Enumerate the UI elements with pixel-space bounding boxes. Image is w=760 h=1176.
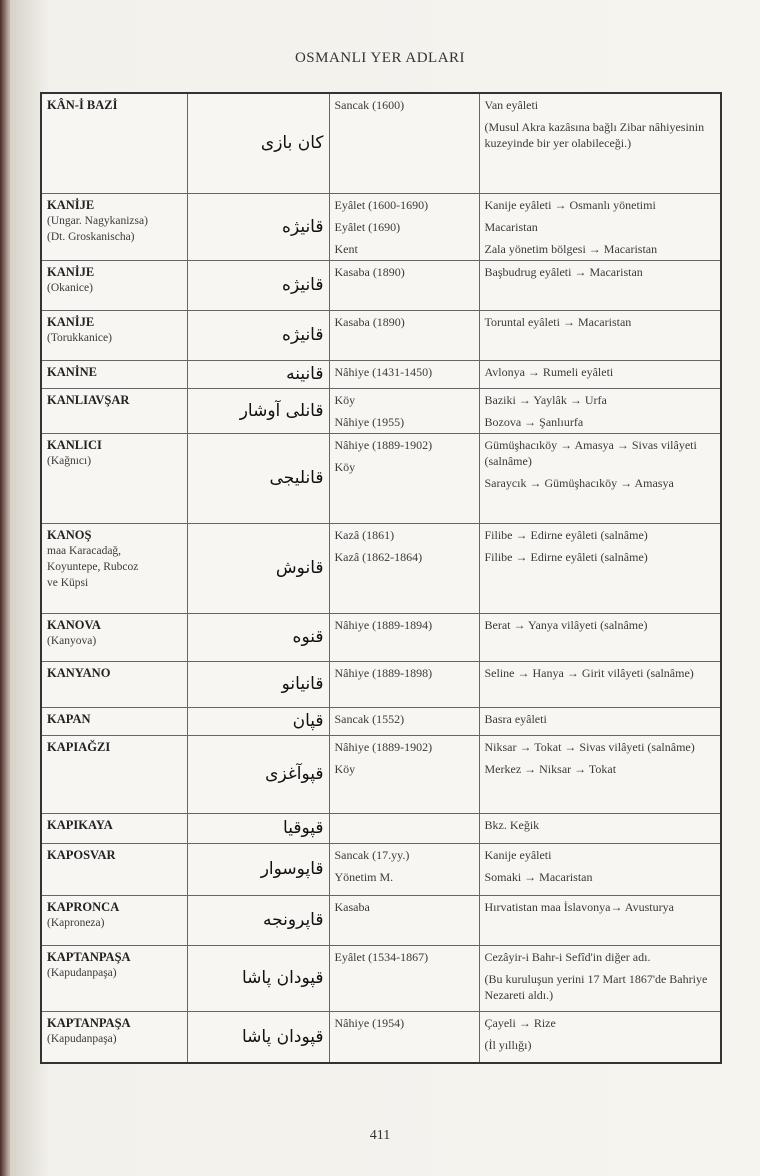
location-text: (İl yıllığı) <box>484 1037 532 1052</box>
unit-type: Nâhiye (1955) <box>334 414 405 429</box>
unit-type: Kasaba (1890) <box>334 314 405 329</box>
alternate-name: (Kapudanpaşa) <box>47 1032 117 1045</box>
unit-type-cell <box>329 707 479 735</box>
unit-type-cell <box>329 360 479 388</box>
unit-type: Eyâlet (1600-1690) <box>334 197 429 212</box>
place-name: KANYANO <box>47 665 111 680</box>
location-text: Seline → Hanya → Girit vilâyeti (salnâme) <box>484 665 694 680</box>
alternate-name: (Ungar. Nagykanizsa) <box>47 214 148 227</box>
place-name-cell <box>41 388 187 433</box>
alternate-name: Koyuntepe, Rubcoz <box>47 560 139 573</box>
ottoman-name: قپان <box>187 707 329 735</box>
place-name: KAPTANPAŞA <box>47 949 131 964</box>
location-text: Merkez → Niksar → Tokat <box>484 761 617 776</box>
location-text: Başbudrug eyâleti → Macaristan <box>484 264 643 279</box>
ottoman-name: قنوه <box>187 613 329 661</box>
place-name-cell <box>41 735 187 813</box>
unit-type: Kent <box>334 241 358 256</box>
unit-type-cell <box>329 193 479 260</box>
unit-type: Nâhiye (1889-1894) <box>334 617 433 632</box>
location-text: Berat → Yanya vilâyeti (salnâme) <box>484 617 648 632</box>
alternate-name: (Torukkanice) <box>47 331 112 344</box>
table-row <box>41 613 721 661</box>
alternate-name: (Kaproneza) <box>47 916 105 929</box>
ottoman-name: قپودان پاشا <box>187 945 329 1011</box>
running-head: OSMANLI YER ADLARI <box>294 50 466 66</box>
location-text: (Musul Akra kazâsına bağlı Zibar nâhiyesinin kuzeyinde bir yer olabileceği.) <box>484 120 705 150</box>
unit-type-cell <box>329 310 479 360</box>
place-name-cell <box>41 843 187 895</box>
table-row <box>41 1011 721 1063</box>
location-cell <box>479 735 721 813</box>
location-text: Filibe → Edirne eyâleti (salnâme) <box>484 527 648 542</box>
location-cell <box>479 93 721 193</box>
place-names-table <box>40 92 722 1064</box>
table-row <box>41 310 721 360</box>
location-cell <box>479 433 721 523</box>
ottoman-name: قپودان پاشا <box>187 1011 329 1063</box>
table-row <box>41 360 721 388</box>
table-row <box>41 895 721 945</box>
unit-type: Nâhiye (1889-1898) <box>334 665 433 680</box>
place-name: KANİJE <box>47 197 95 212</box>
place-name-cell <box>41 661 187 707</box>
ottoman-name: قپوقيا <box>187 813 329 843</box>
table-row <box>41 433 721 523</box>
location-cell <box>479 388 721 433</box>
location-text: Zala yönetim bölgesi → Macaristan <box>484 241 658 256</box>
alternate-name: ve Küpsi <box>47 576 89 589</box>
unit-type-cell <box>329 433 479 523</box>
location-text: Gümüşhacıköy → Amasya → Sivas vilâyeti (salnâme) <box>484 437 697 468</box>
table-body <box>41 93 721 1063</box>
location-cell <box>479 310 721 360</box>
place-name: KANOŞ <box>47 527 92 542</box>
place-name: KANLIAVŞAR <box>47 392 130 407</box>
table-row <box>41 735 721 813</box>
unit-type: Köy <box>334 761 356 776</box>
page-number: 411 <box>369 1128 391 1143</box>
place-name: KAPTANPAŞA <box>47 1015 131 1030</box>
place-name-cell <box>41 895 187 945</box>
alternate-name: (Kapudanpaşa) <box>47 966 117 979</box>
unit-type: Kazâ (1862-1864) <box>334 549 423 564</box>
ottoman-name: قانوش <box>187 523 329 613</box>
unit-type: Köy <box>334 459 356 474</box>
place-name-cell <box>41 310 187 360</box>
ottoman-name: قانيانو <box>187 661 329 707</box>
location-text: Macaristan <box>484 219 538 234</box>
location-text: Cezâyir-i Bahr-i Sefîd'in diğer adı. <box>484 949 651 964</box>
place-name-cell <box>41 945 187 1011</box>
unit-type-cell <box>329 260 479 310</box>
unit-type-cell <box>329 661 479 707</box>
unit-type-cell <box>329 613 479 661</box>
place-name: KANİNE <box>47 364 98 379</box>
ottoman-name: قاپوسوار <box>187 843 329 895</box>
alternate-name: maa Karacadağ, <box>47 544 122 557</box>
location-cell <box>479 193 721 260</box>
table-row <box>41 945 721 1011</box>
place-name: KAPOSVAR <box>47 847 116 862</box>
alternate-name: (Dt. Groskanischa) <box>47 230 135 243</box>
alternate-name: (Okanice) <box>47 281 93 294</box>
place-name-cell <box>41 707 187 735</box>
ottoman-name: قانينه <box>187 360 329 388</box>
location-text: Baziki → Yaylâk → Urfa <box>484 392 607 407</box>
alternate-name: (Kanyova) <box>47 634 97 647</box>
place-name: KAPIAĞZI <box>47 739 111 754</box>
location-cell <box>479 707 721 735</box>
ottoman-name: قانليجى <box>187 433 329 523</box>
location-cell <box>479 360 721 388</box>
unit-type: Nâhiye (1889-1902) <box>334 437 433 452</box>
location-text: (Bu kuruluşun yerini 17 Mart 1867'de Bahriye Nezareti aldı.) <box>484 971 708 1002</box>
unit-type-cell <box>329 523 479 613</box>
location-text: Kanije eyâleti → Osmanlı yönetimi <box>484 197 656 212</box>
unit-type: Nâhiye (1954) <box>334 1015 405 1030</box>
place-name-cell <box>41 523 187 613</box>
ottoman-name: قانيژه <box>187 310 329 360</box>
unit-type: Yönetim M. <box>334 869 394 884</box>
unit-type-cell <box>329 388 479 433</box>
table-row <box>41 523 721 613</box>
unit-type: Sancak (1600) <box>334 98 405 112</box>
table-row <box>41 707 721 735</box>
place-name-cell <box>41 360 187 388</box>
location-cell <box>479 1011 721 1063</box>
unit-type: Kazâ (1861) <box>334 527 395 542</box>
table-row <box>41 93 721 193</box>
place-name: KANLICI <box>47 437 102 452</box>
place-name-cell <box>41 813 187 843</box>
place-name: KAPIKAYA <box>47 817 113 832</box>
location-text: Basra eyâleti <box>484 711 547 726</box>
place-name-cell <box>41 613 187 661</box>
place-name-cell <box>41 93 187 193</box>
location-text: Kanije eyâleti <box>484 847 552 862</box>
unit-type: Sancak (1552) <box>334 711 405 726</box>
location-text: Van eyâleti <box>484 98 539 112</box>
location-cell <box>479 945 721 1011</box>
unit-type: Sancak (17.yy.) <box>334 847 410 862</box>
location-cell <box>479 895 721 945</box>
location-text: Çayeli → Rize <box>484 1015 556 1030</box>
ottoman-name: قانيژه <box>187 193 329 260</box>
alternate-name: (Kağnıcı) <box>47 454 92 467</box>
ottoman-name: قپوآغزى <box>187 735 329 813</box>
location-cell <box>479 523 721 613</box>
unit-type: Eyâlet (1690) <box>334 219 401 234</box>
unit-type-cell <box>329 945 479 1011</box>
unit-type: Eyâlet (1534-1867) <box>334 949 429 964</box>
location-cell <box>479 613 721 661</box>
unit-type-cell <box>329 93 479 193</box>
unit-type: Köy <box>334 392 356 407</box>
place-name: KAPAN <box>47 711 91 726</box>
place-name: KANOVA <box>47 617 101 632</box>
ottoman-name: كان بازى <box>187 93 329 193</box>
table-row <box>41 843 721 895</box>
place-name-cell <box>41 433 187 523</box>
location-text: Avlonya → Rumeli eyâleti <box>484 364 614 379</box>
unit-type: Kasaba <box>334 899 370 914</box>
place-name: KAPRONCA <box>47 899 120 914</box>
unit-type-cell <box>329 895 479 945</box>
place-name-cell <box>41 1011 187 1063</box>
unit-type: Nâhiye (1431-1450) <box>334 364 433 379</box>
place-name: KÂN-İ BAZİ <box>47 98 118 112</box>
place-name-cell <box>41 193 187 260</box>
unit-type-cell <box>329 813 479 843</box>
location-cell <box>479 843 721 895</box>
unit-type-cell <box>329 735 479 813</box>
unit-type-cell <box>329 843 479 895</box>
table-row <box>41 193 721 260</box>
unit-type: Kasaba (1890) <box>334 264 405 279</box>
table-row <box>41 661 721 707</box>
location-text: Saraycık → Gümüşhacıköy → Amasya <box>484 475 674 490</box>
ottoman-name: قانيژه <box>187 260 329 310</box>
location-text: Toruntal eyâleti → Macaristan <box>484 314 632 329</box>
location-text: Somaki → Macaristan <box>484 869 593 884</box>
ottoman-name: قانلى آوشار <box>187 388 329 433</box>
place-name-cell <box>41 260 187 310</box>
ottoman-name: قاپرونجه <box>187 895 329 945</box>
table-row <box>41 388 721 433</box>
location-cell <box>479 661 721 707</box>
place-name: KANİJE <box>47 264 95 279</box>
location-cell <box>479 813 721 843</box>
location-text: Bozova → Şanlıurfa <box>484 414 584 429</box>
unit-type: Nâhiye (1889-1902) <box>334 739 433 754</box>
location-cell <box>479 260 721 310</box>
table-row <box>41 260 721 310</box>
location-text: Hırvatistan maa İslavonya→ Avusturya <box>484 899 674 914</box>
location-text: Bkz. Keğik <box>484 817 540 832</box>
table-row <box>41 813 721 843</box>
unit-type-cell <box>329 1011 479 1063</box>
place-name: KANİJE <box>47 314 95 329</box>
location-text: Niksar → Tokat → Sivas vilâyeti (salnâme) <box>484 739 695 754</box>
location-text: Filibe → Edirne eyâleti (salnâme) <box>484 549 648 564</box>
